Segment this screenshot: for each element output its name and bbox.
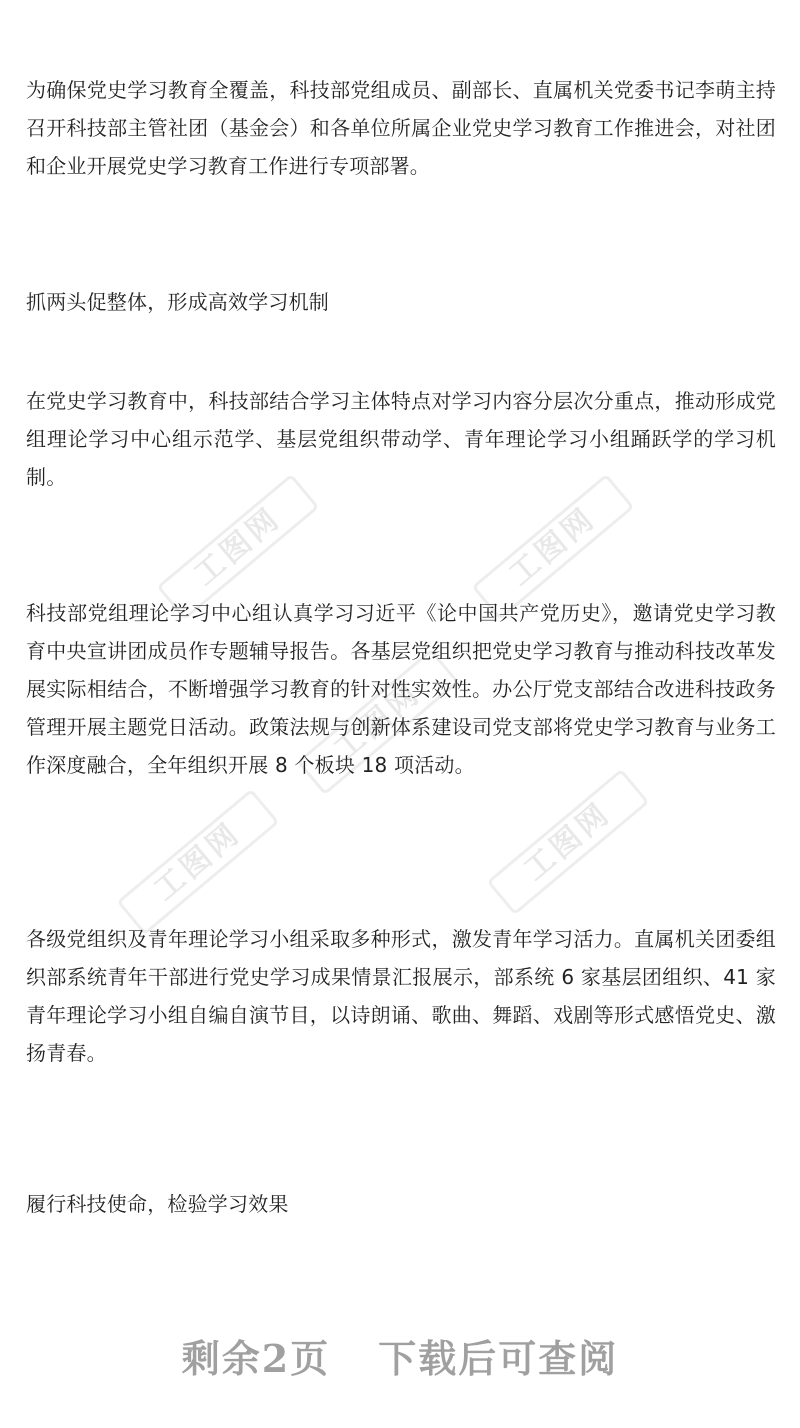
watermark-logo: 工图网 — [156, 474, 319, 621]
section-heading-mechanism: 抓两头促整体，形成高效学习机制 — [26, 290, 329, 314]
paragraph-youth-study: 各级党组织及青年理论学习小组采取多种形式，激发青年学习活力。直属机关团委组织部系统青年干部进行党史学习成果情景汇报展示，部系统 6 家基层团组织、41 家青年理论学习小组自编自演节目，以诗朗诵、歌曲、舞蹈、戏剧等形式感悟党史、激扬青春。 — [26, 927, 776, 1065]
paragraph-mechanism: 在党史学习教育中，科技部结合学习主体特点对学习内容分层次分重点，推动形成党组理论学习中心组示范学、基层党组织带动学、青年理论学习小组踊跃学的学习机制。 — [26, 389, 776, 489]
watermark-logo: 工图网 — [116, 789, 279, 936]
download-hint-label: 下载后可查阅 — [378, 1335, 619, 1381]
section-heading-mission: 履行科技使命，检验学习效果 — [26, 1192, 289, 1216]
watermark-logo: 工图网 — [296, 649, 459, 796]
paragraph-intro: 为确保党史学习教育全覆盖，科技部党组成员、副部长、直属机关党委书记李萌主持召开科技部主管社团（基金会）和各单位所属企业党史学习教育工作推进会，对社团和企业开展党史学习教育工作进行专项部署。 — [26, 78, 776, 178]
watermark-logo: 工图网 — [486, 769, 649, 916]
download-banner[interactable] — [0, 1320, 800, 1390]
watermark-logo: 工图网 — [471, 474, 634, 621]
remaining-pages-label: 剩余2页 — [181, 1335, 331, 1381]
paragraph-party-group-study: 科技部党组理论学习中心组认真学习习近平《论中国共产党历史》，邀请党史学习教育中央宣讲团成员作专题辅导报告。各基层党组织把党史学习教育与推动科技改革发展实际相结合，不断增强学习教育的针对性实效性。办公厅党支部结合改进科技政务管理开展主题党日活动。政策法规与创新体系建设司党支部将党史学习教育与业务工作深度融合，全年组织开展 8 个板块 18 项活动。 — [26, 601, 776, 777]
